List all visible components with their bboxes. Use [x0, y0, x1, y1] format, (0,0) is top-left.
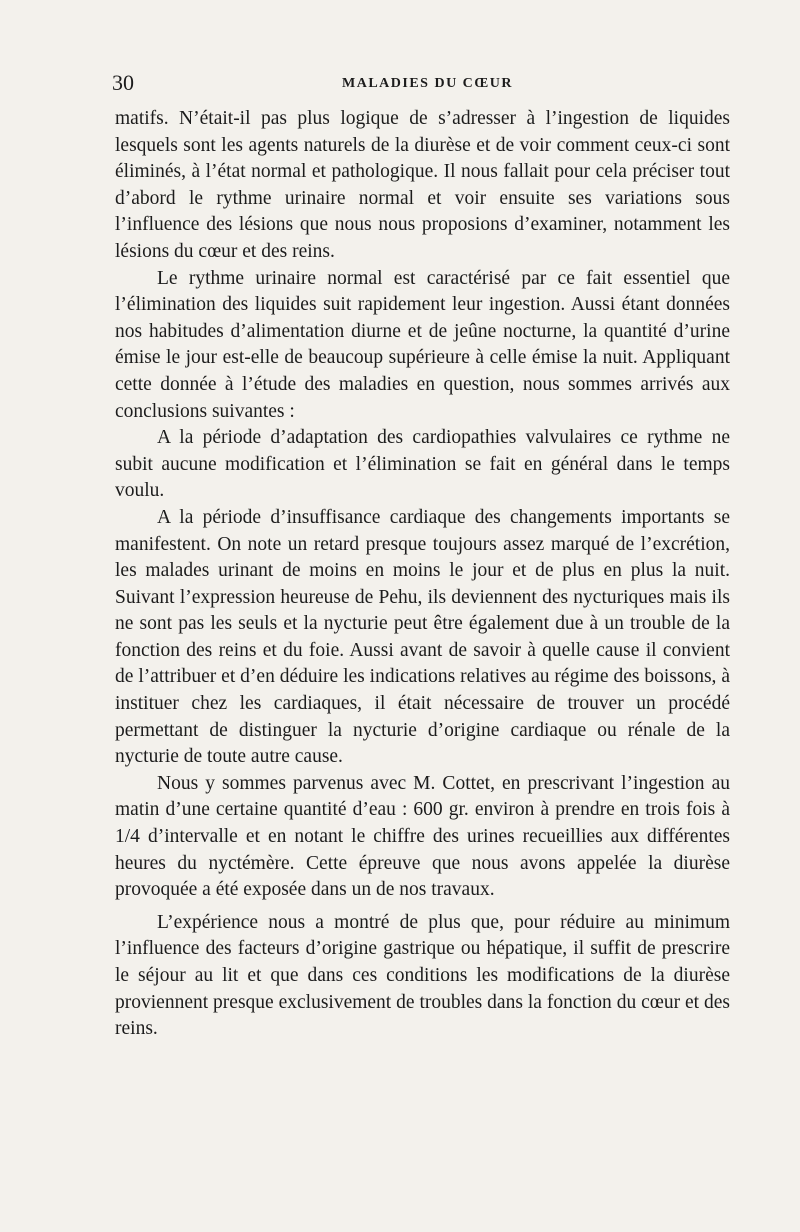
running-title: MALADIES DU CŒUR	[342, 76, 514, 91]
page-number: 30	[112, 70, 134, 95]
paragraph-provoked-diuresis: Nous y sommes parvenus avec M. Cottet, en prescrivant l’ingestion au matin d’une certaine quantité d’eau : 600 gr. environ à prendre en trois fois à 1/4 d’intervalle et en notant le chiffre des urines recueillies aux différentes heures du nyctémère. Cette épreuve que nous avons appelée la diurèse provoquée a été exposée dans un de nos travaux.	[115, 772, 730, 901]
paragraph-urinary-rhythm: Le rythme urinaire normal est caractérisé par ce fait essentiel que l’élimination des liquides suit rapidement leur ingestion. Aussi étant données nos habitudes d’alimentation diurne et de jeûne nocturne, la quantité d’urine émise le jour est-elle de beaucoup supérieure à celle émise la nuit. Appliquant cette donnée à l’étude des maladies en question, nous sommes arrivés aux conclusions suivantes :	[115, 267, 730, 422]
body-text	[115, 106, 730, 1043]
paragraph-bed-rest: L’expérience nous a montré de plus que, pour réduire au minimum l’influence des facteurs d’origine gastrique ou hépatique, il suffit de prescrire le séjour au lit et que dans ces conditions les modifications de la diurèse proviennent presque exclusivement de troubles dans la fonction du cœur et des reins.	[115, 911, 730, 1040]
paragraph-adaptation-period: A la période d’adaptation des cardiopathies valvulaires ce rythme ne subit aucune modification et l’élimination se fait en général dans le temps voulu.	[115, 427, 730, 502]
paragraph-continuation: matifs. N’était-il pas plus logique de s’adresser à l’ingestion de liquides lesquels sont les agents naturels de la diurèse et de voir comment ceux-ci sont éliminés, à l’état normal et pathologique. Il nous fallait pour cela préciser tout d’abord le rythme urinaire normal et voir ensuite ses variations sous l’influence des lésions que nous nous proposions d’examiner, notamment les lésions du cœur et des reins.	[115, 108, 730, 262]
running-head	[112, 70, 732, 100]
paragraph-insufficiency-period: A la période d’insuffisance cardiaque des changements importants se manifestent. On note un retard presque toujours assez marqué de l’excrétion, les malades urinant de moins en moins le jour et de plus en plus la nuit. Suivant l’expression heureuse de Pehu, ils deviennent des nycturiques mais ils ne sont pas les seuls et la nycturie peut être également due à un trouble de la fonction des reins et du foie. Aussi avant de savoir à quelle cause il convient de l’attribuer et d’en déduire les indications relatives au régime des boissons, à instituer chez les cardiaques, il était nécessaire de trouver un procédé permettant de distinguer la nycturie d’origine cardiaque ou rénale de la nycturie de toute autre cause.	[115, 506, 730, 768]
